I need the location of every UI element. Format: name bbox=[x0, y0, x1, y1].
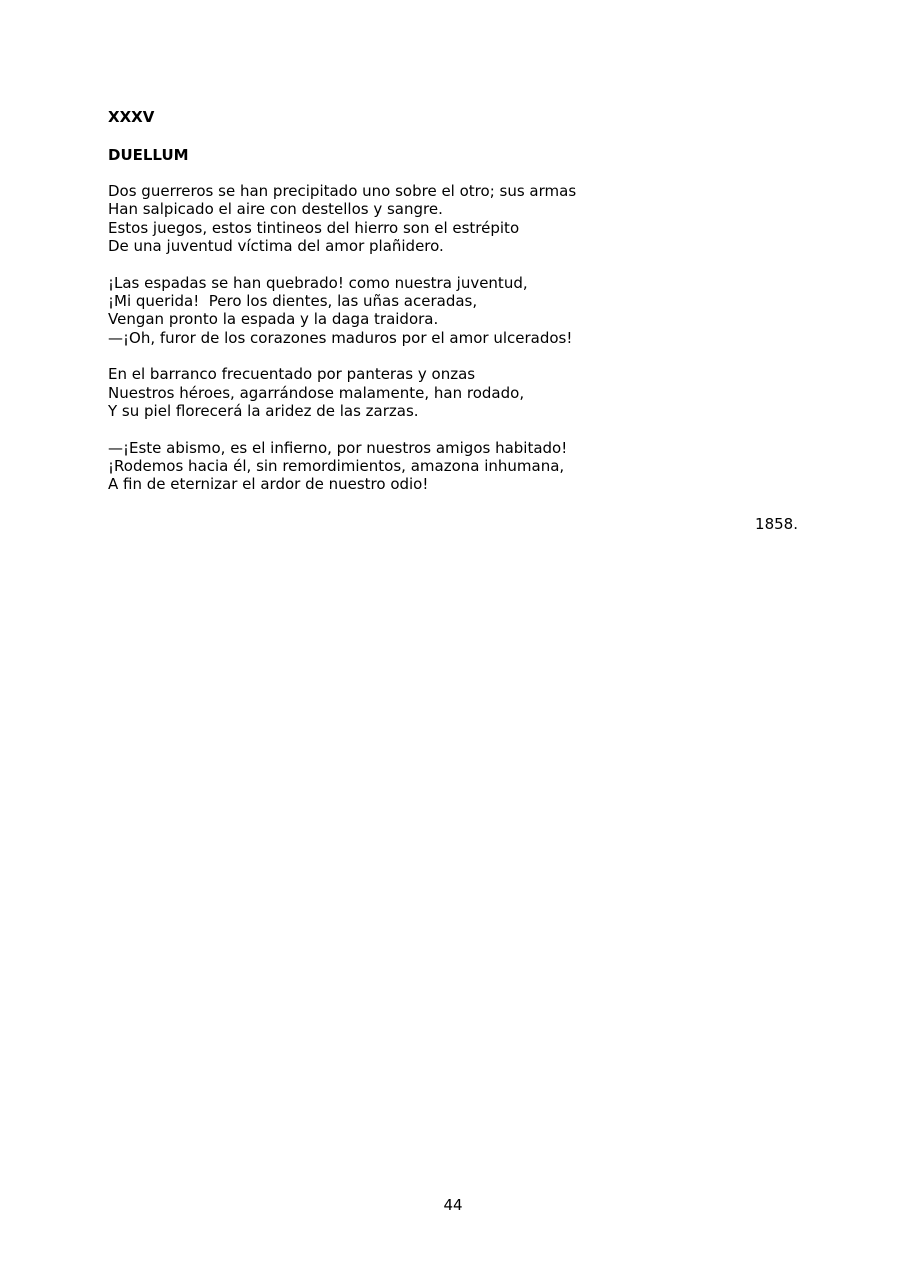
poem-line: Dos guerreros se han precipitado uno sobre el otro; sus armas bbox=[108, 182, 577, 200]
stanza bbox=[108, 365, 808, 420]
poem-line: ¡Las espadas se han quebrado! como nuestra juventud, bbox=[108, 273, 528, 292]
poem-body bbox=[108, 182, 808, 512]
stanza bbox=[108, 439, 808, 494]
poem-line: ¡Mi querida! Pero los dientes, las uñas aceradas, bbox=[108, 291, 478, 310]
poem-line: De una juventud víctima del amor plañidero. bbox=[108, 236, 444, 255]
stanza bbox=[108, 182, 808, 255]
page-number: 44 bbox=[443, 1196, 463, 1214]
poem-line: —¡Oh, furor de los corazones maduros por el amor ulcerados! bbox=[108, 328, 573, 347]
poem-line: Vengan pronto la espada y la daga traidora. bbox=[108, 310, 439, 329]
poem-line: ¡Rodemos hacia él, sin remordimientos, amazona inhumana, bbox=[108, 457, 565, 476]
poem-line: Y su piel florecerá la aridez de las zarzas. bbox=[108, 401, 419, 420]
poem-line: A fin de eternizar el ardor de nuestro odio! bbox=[108, 475, 429, 494]
poem-line: —¡Este abismo, es el infierno, por nuestros amigos habitado! bbox=[108, 438, 568, 457]
poem-date: 1858. bbox=[755, 515, 798, 533]
section-number: XXXV bbox=[108, 108, 155, 126]
poem-line: En el barranco frecuentado por panteras y onzas bbox=[108, 365, 476, 384]
poem-line: Nuestros héroes, agarrándose malamente, han rodado, bbox=[108, 383, 525, 402]
poem-line: Estos juegos, estos tintineos del hierro son el estrépito bbox=[108, 218, 520, 237]
stanza bbox=[108, 274, 808, 347]
poem-title: DUELLUM bbox=[108, 146, 189, 164]
poem-line: Han salpicado el aire con destellos y sangre. bbox=[108, 200, 443, 219]
